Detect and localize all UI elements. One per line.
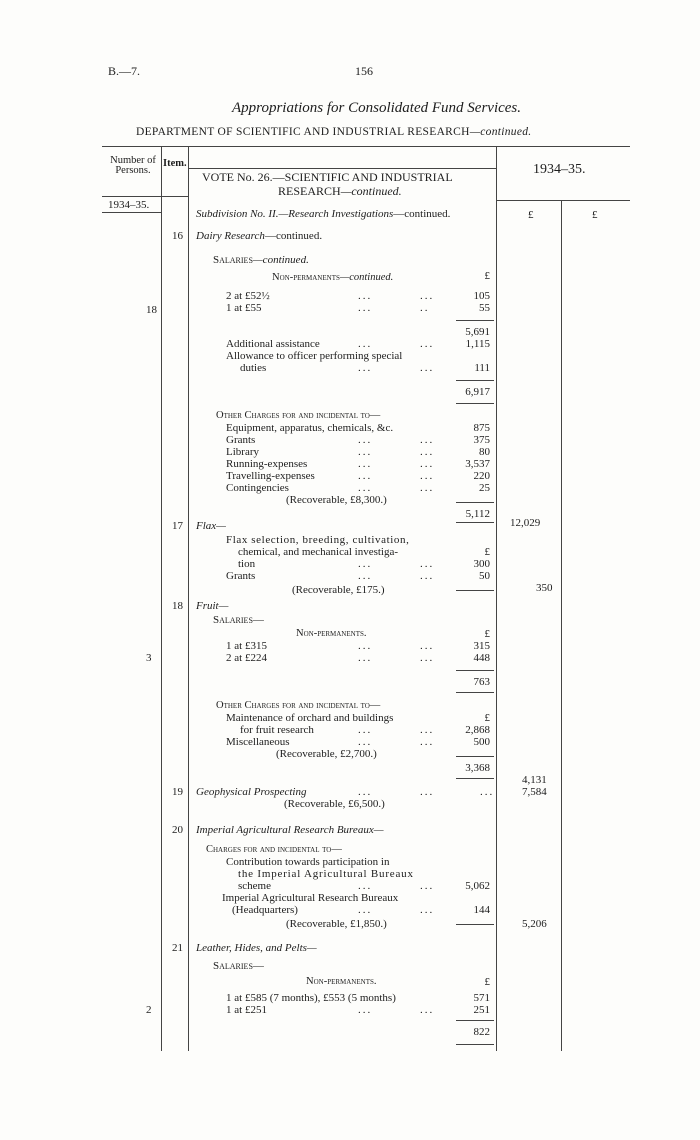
leader-dots: ... [358,446,373,458]
leader-dots: ... [420,724,435,736]
item16-row-2-value: 55 [479,302,490,314]
item18-charges-heading: Other Charges for and incidental to— [216,700,381,711]
item-header: Item. [163,158,187,169]
item18-pound: £ [484,628,490,640]
item18-charges-total: 3,368 [465,762,490,774]
item18-nonperm: Non-permanents. [296,628,367,639]
subtotal-rule [456,320,494,321]
subtotal-rule [456,1044,494,1045]
item16-charge-3-label: Library [226,446,259,458]
leader-dots: ... [420,736,435,748]
item18-recoverable: (Recoverable, £2,700.) [276,748,377,760]
item20-charges-heading: Charges for and incidental to— [206,844,342,855]
item16-charge-4-label: Running-expenses [226,458,308,470]
leader-dots: ... [358,290,373,302]
item18-misc-value: 500 [473,736,490,748]
item17-line3: tion [238,558,256,570]
leader-dots: ... [358,482,373,494]
item16-charge-5-value: 220 [473,470,490,482]
vote-heading-line1: VOTE No. 26.—SCIENTIFIC AND INDUSTRIAL [202,170,453,184]
item21-salaries: Salaries— [213,960,264,972]
subtotal-rule [456,380,494,381]
item-number-20: 20 [172,824,183,836]
item16-subtotal: 5,691 [465,326,490,338]
header-rule-right [496,200,630,201]
leader-dots: ... [420,338,435,350]
subtotal-rule [456,590,494,591]
item16-charge-1-label: Equipment, apparatus, chemicals, &c. [226,422,394,434]
item16-charge-4-value: 3,537 [465,458,490,470]
item18-heading: Fruit— [196,600,229,612]
item19-total: 7,584 [522,786,547,798]
item17-heading: Flax— [196,520,226,532]
leader-dots: ... [358,724,373,736]
item21-heading: Leather, Hides, and Pelts— [196,942,317,954]
subtotal-rule [456,522,494,523]
item16-additional-value: 1,115 [465,338,490,350]
item16-nonperm: Non-permanents—continued. [272,272,394,283]
subdivision-heading: Subdivision No. II.—Research Investigations—continued. [196,208,451,220]
vote-heading-line2: RESEARCH—continued. [278,184,402,198]
leader-dots: ... [420,434,435,446]
item21-row-1-label: 1 at £585 (7 months), £553 (5 months) [226,992,396,1004]
leader-dots: ... [420,558,435,570]
item20-total: 5,206 [522,918,547,930]
item21-row-1-value: 571 [473,992,490,1004]
item16-salaries: Salaries—continued. [213,254,309,266]
item17-grants: Grants [226,570,256,582]
col-rule-item [188,146,189,1051]
top-rule [102,146,630,147]
item16-charges-heading: Other Charges for and incidental to— [216,410,381,421]
leader-dots: ... [420,362,435,374]
leader-dots: ... [420,470,435,482]
item16-persons: 18 [146,304,157,316]
leader-dots: ... [420,904,435,916]
leader-dots: ... [420,570,435,582]
subtotal-rule [456,756,494,757]
item-number-18: 18 [172,600,183,612]
item21-nonperm: Non-permanents. [306,976,377,987]
item21-row-2-value: 251 [473,1004,490,1016]
item16-additional-label: Additional assistance [226,338,320,350]
item16-charge-1-value: 875 [473,422,490,434]
item16-charge-6-label: Contingencies [226,482,289,494]
item16-charge-5-label: Travelling-expenses [226,470,315,482]
leader-dots: ... [420,652,435,664]
item16-charge-2-value: 375 [473,434,490,446]
leader-dots: ... [420,640,435,652]
item16-recoverable: (Recoverable, £8,300.) [286,494,387,506]
item-number-21: 21 [172,942,183,954]
item16-allowance-line2: duties [240,362,267,374]
leader-dots: ... [358,362,373,374]
item17-value1: 300 [473,558,490,570]
leader-dots: ... [358,904,373,916]
item16-total: 12,029 [510,517,541,529]
col-rule-totals [561,200,562,1051]
item20-line4: Imperial Agricultural Research Bureaux [222,892,399,904]
leader-dots: ... [420,786,435,798]
header-rule-left [102,196,188,197]
item-number-17: 17 [172,520,183,532]
year-left-header: 1934–35. [108,199,150,211]
item18-salaries-total: 763 [473,676,490,688]
leader-dots: ... [358,640,373,652]
pound-col1: £ [528,209,534,221]
item18-maint-value: 2,868 [465,724,490,736]
leader-dots: .. [420,302,430,314]
item18-maint-line2: for fruit research [240,724,314,736]
item17-line1: Flax selection, breeding, cultivation, [226,534,410,546]
item21-pound: £ [484,976,490,988]
item17-recoverable: (Recoverable, £175.) [292,584,385,596]
leader-dots: ... [358,558,373,570]
item20-line3: scheme [238,880,271,892]
item20-line5: (Headquarters) [232,904,298,916]
item17-line2: chemical, and mechanical investiga- [238,546,399,558]
item18-maint-line1: Maintenance of orchard and buildings [226,712,394,724]
pound-col2: £ [592,209,598,221]
header-rule-inner [188,168,496,169]
leader-dots: ... [358,652,373,664]
subtotal-rule [456,502,494,503]
item20-line2: the Imperial Agricultural Bureaux [238,868,414,880]
leader-dots: ... [358,1004,373,1016]
item16-charges-total: 5,112 [465,508,490,520]
item16-salaries-total: 6,917 [465,386,490,398]
item16-row-1-value: 105 [473,290,490,302]
leader-dots: ... [420,880,435,892]
page-title: Appropriations for Consolidated Fund Services. [232,100,522,116]
leader-dots: ... [358,302,373,314]
item-number-16: 16 [172,230,183,242]
year-rule-left [102,212,161,213]
item20-value1: 5,062 [465,880,490,892]
leader-dots: ... [420,446,435,458]
item21-total: 822 [473,1026,490,1038]
item17-total: 350 [536,582,553,594]
item16-charge-3-value: 80 [479,446,490,458]
leader-dots: ... [358,338,373,350]
item20-line1: Contribution towards participation in [226,856,390,868]
item18-row-1-label: 1 at £315 [226,640,267,652]
item21-row-2-label: 1 at £251 [226,1004,267,1016]
department-heading: DEPARTMENT OF SCIENTIFIC AND INDUSTRIAL RESEARCH—continued. [136,126,532,138]
item19-heading: Geophysical Prospecting [196,786,307,798]
leader-dots: ... [420,458,435,470]
col-rule-persons [161,146,162,1051]
item16-row-1-label: 2 at £52½ [226,290,270,302]
leader-dots: ... [358,470,373,482]
item18-misc-label: Miscellaneous [226,736,290,748]
leader-dots: ... [358,570,373,582]
item16-pound: £ [484,270,490,282]
persons-header: Number of Persons. [110,155,156,176]
item16-charge-2-label: Grants [226,434,256,446]
item16-row-2-label: 1 at £55 [226,302,262,314]
item20-heading: Imperial Agricultural Research Bureaux— [196,824,384,836]
leader-dots: ... [420,290,435,302]
item18-total: 4,131 [522,774,547,786]
page-number: 156 [355,64,373,78]
item18-salaries: Salaries— [213,614,264,626]
leader-dots: ... [358,786,373,798]
item20-recoverable: (Recoverable, £1,850.) [286,918,387,930]
subtotal-rule [456,924,494,925]
leader-dots: ... [420,1004,435,1016]
leader-dots: ... [420,482,435,494]
item16-heading: Dairy Research—continued. [196,230,323,242]
page-ref: B.—7. [108,64,141,78]
item20-value2: 144 [473,904,490,916]
item18-charges-pound: £ [484,712,490,724]
leader-dots: ... [358,458,373,470]
item18-row-2-label: 2 at £224 [226,652,267,664]
item19-recoverable: (Recoverable, £6,500.) [284,798,385,810]
subtotal-rule [456,778,494,779]
leader-dots: ... [480,786,495,798]
subtotal-rule [456,670,494,671]
item17-grants-value: 50 [479,570,490,582]
subtotal-rule [456,692,494,693]
item17-pound: £ [484,546,490,558]
leader-dots: ... [358,880,373,892]
item18-row-1-value: 315 [473,640,490,652]
item18-persons: 3 [146,652,152,664]
leader-dots: ... [358,736,373,748]
year-right-header: 1934–35. [533,162,586,177]
item-number-19: 19 [172,786,183,798]
leader-dots: ... [358,434,373,446]
item16-charge-6-value: 25 [479,482,490,494]
item21-persons: 2 [146,1004,152,1016]
item16-allowance-line1: Allowance to officer performing special [226,350,403,362]
item18-row-2-value: 448 [473,652,490,664]
subtotal-rule [456,403,494,404]
col-rule-desc [496,146,497,1051]
item16-allowance-value: 111 [474,362,490,374]
subtotal-rule [456,1020,494,1021]
